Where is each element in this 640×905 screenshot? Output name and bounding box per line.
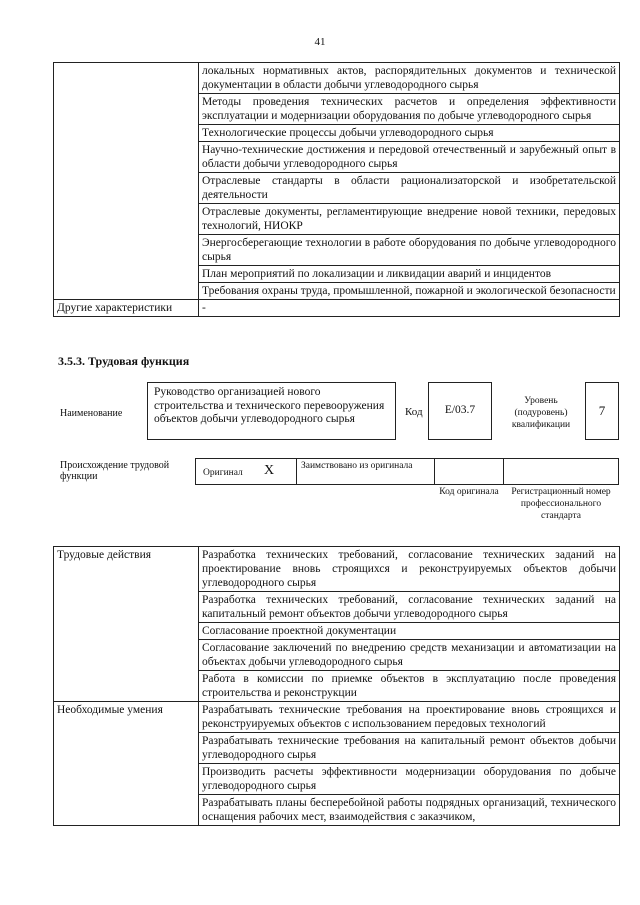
labor-actions-label: Трудовые действия bbox=[54, 547, 199, 702]
knowledge-item: Энергосберегающие технологии в работе оборудования по добыче углеводородного сырья bbox=[199, 235, 620, 266]
knowledge-item: локальных нормативных актов, распорядительных документов и технической документации в области добычи углеводородного сырья bbox=[199, 63, 620, 94]
knowledge-table bbox=[53, 62, 620, 317]
code-original-caption: Код оригинала bbox=[439, 487, 499, 497]
skill-item: Разрабатывать технические требования на капитальный ремонт объектов добычи углеводородного сырья bbox=[199, 733, 620, 764]
code-original-cell bbox=[434, 458, 504, 485]
skills-label: Необходимые умения bbox=[54, 702, 199, 826]
knowledge-item: Требования охраны труда, промышленной, пожарной и экологической безопасности bbox=[199, 283, 620, 300]
registration-number-caption: Регистрационный номер профессионального стандарта bbox=[511, 487, 611, 521]
code-value-box: E/03.7 bbox=[428, 382, 492, 440]
knowledge-label-cell bbox=[54, 63, 199, 300]
knowledge-item: Отраслевые документы, регламентирующие внедрение новой техники, передовых технологий, НИОКР bbox=[199, 204, 620, 235]
other-characteristics-value: - bbox=[199, 300, 620, 317]
table-row bbox=[54, 702, 620, 733]
labor-action-item: Разработка технических требований, согласование технических заданий на проектирование вновь строящихся и реконструируемых объектов добычи углеводородного сырья bbox=[199, 547, 620, 592]
knowledge-item: Научно-технические достижения и передовой отечественный и зарубежный опыт в области добычи углеводородного сырья bbox=[199, 142, 620, 173]
knowledge-item: Отраслевые стандарты в области рационализаторской и изобретательской деятельности bbox=[199, 173, 620, 204]
labor-action-item: Работа в комиссии по приемке объектов в эксплуатацию после проведения строительства и реконструкции bbox=[199, 671, 620, 702]
labor-action-item: Согласование проектной документации bbox=[199, 623, 620, 640]
original-label: Оригинал bbox=[203, 468, 243, 478]
knowledge-item: План мероприятий по локализации и ликвидации аварий и инцидентов bbox=[199, 266, 620, 283]
knowledge-item: Методы проведения технических расчетов и определения эффективности эксплуатации и модернизации оборудования по добыче углеводородного сырья bbox=[199, 94, 620, 125]
section-heading: 3.5.3. Трудовая функция bbox=[58, 354, 190, 368]
skill-item: Разрабатывать технические требования на проектирование вновь строящихся и реконструируемых объектов с использованием передовых технологий bbox=[199, 702, 620, 733]
original-cell bbox=[195, 458, 297, 485]
table-row bbox=[54, 63, 620, 94]
function-name-box: Руководство организацией нового строительства и технического перевооружения объектов добычи углеводородного сырья bbox=[147, 382, 396, 440]
registration-number-cell bbox=[503, 458, 619, 485]
original-mark: X bbox=[264, 463, 275, 478]
code-label: Код bbox=[405, 406, 423, 418]
qualification-level-value: 7 bbox=[585, 382, 619, 440]
labor-action-item: Согласование заключений по внедрению средств механизации и автоматизации на объектах добычи углеводородного сырья bbox=[199, 640, 620, 671]
labor-action-item: Разработка технических требований, согласование технических заданий на капитальный ремонт объектов добычи углеводородного сырья bbox=[199, 592, 620, 623]
skill-item: Разрабатывать планы бесперебойной работы подрядных организаций, технического оснащения рабочих мест, взаимодействия с заказчиком, bbox=[199, 795, 620, 826]
borrowed-cell: Заимствовано из оригинала bbox=[296, 458, 435, 485]
table-row bbox=[54, 300, 620, 317]
page-number: 41 bbox=[314, 36, 326, 48]
table-row bbox=[54, 547, 620, 592]
labor-function-table bbox=[53, 546, 620, 826]
knowledge-item: Технологические процессы добычи углеводородного сырья bbox=[199, 125, 620, 142]
other-characteristics-label: Другие характеристики bbox=[54, 300, 199, 317]
skill-item: Производить расчеты эффективности модернизации оборудования по добыче углеводородного сырья bbox=[199, 764, 620, 795]
name-label: Наименование bbox=[60, 408, 123, 419]
qualification-level-label: Уровень (подуровень) квалификации bbox=[511, 396, 571, 430]
origin-label: Происхождение трудовой функции bbox=[60, 460, 170, 482]
